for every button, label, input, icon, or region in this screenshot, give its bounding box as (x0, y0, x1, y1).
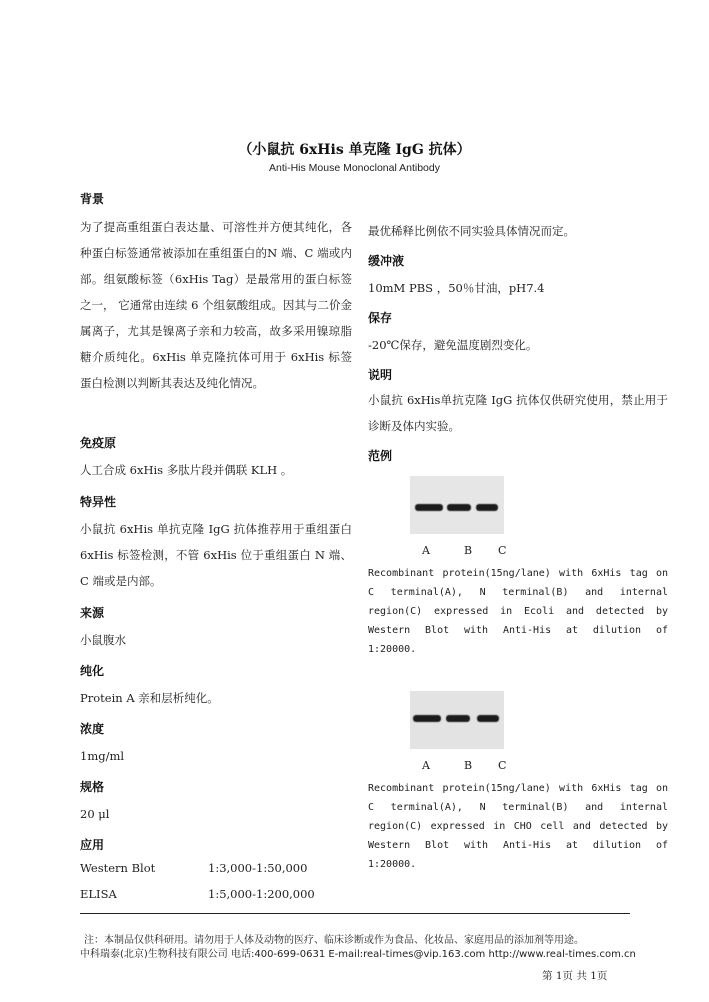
lane-labels-2 (368, 759, 508, 775)
footer-company-info: 中科瑞泰(北京)生物科技有限公司 电话:400-699-0631 E-mail:real-times@vip.163.com http://www.real-times.com.cn (80, 949, 636, 960)
blot-band (477, 715, 499, 722)
storage-text: -20℃保存，避免温度剧烈变化。 (368, 338, 538, 352)
lane-labels-1 (368, 544, 508, 560)
blot-band (415, 504, 443, 511)
specificity-heading: 特异性 (80, 495, 117, 509)
purification-text: Protein A 亲和层析纯化。 (80, 691, 219, 705)
source-heading: 来源 (80, 606, 105, 620)
example-heading: 范例 (368, 449, 393, 463)
lane-label: A (422, 759, 430, 772)
footer-divider (80, 913, 630, 914)
size-heading: 规格 (80, 780, 105, 794)
table-row (80, 887, 352, 913)
blot-band (476, 504, 498, 511)
concentration-text: 1mg/ml (80, 749, 125, 763)
lane-label: B (464, 544, 473, 557)
background-heading: 背景 (80, 192, 105, 206)
purification-heading: 纯化 (80, 664, 105, 678)
buffer-heading: 缓冲液 (368, 254, 405, 268)
western-blot-image-2 (410, 691, 504, 749)
document-subtitle: Anti-His Mouse Monoclonal Antibody (268, 162, 440, 174)
application-method: Western Blot (80, 861, 156, 875)
immunogen-heading: 免疫原 (80, 436, 117, 450)
lane-label: C (498, 544, 507, 557)
western-blot-image-1 (410, 476, 504, 534)
immunogen-text: 人工合成 6xHis 多肽片段并偶联 KLH 。 (80, 463, 293, 477)
notes-text: 小鼠抗 6xHis单抗克隆 IgG 抗体仅供研究使用，禁止用于诊断及体内实验。 (368, 393, 668, 433)
blot-band (446, 715, 470, 722)
document-title: （小鼠抗 6xHis 单克隆 IgG 抗体） (238, 142, 471, 158)
application-table (80, 861, 352, 913)
buffer-text: 10mM PBS ，50％甘油，pH7.4 (368, 281, 545, 295)
right-column (368, 218, 668, 874)
blot-band (413, 715, 441, 722)
left-column (80, 190, 352, 913)
source-text: 小鼠腹水 (80, 633, 126, 647)
dilution-note: 最优稀释比例依不同实验具体情况而定。 (368, 224, 575, 238)
blot-band (447, 504, 471, 511)
application-dilution: 1:3,000-1:50,000 (208, 861, 308, 875)
lane-label: B (464, 759, 473, 772)
background-text: 为了提高重组蛋白表达量、可溶性并方便其纯化，各种蛋白标签通常被添加在重组蛋白的N 端、C 端或内部。组氨酸标签（6xHis Tag）是最常用的蛋白标签之一， 它通常由连续 6 个组氨酸组成。因其与二价金属离子，尤其是镍离子亲和力较高，故多采用镍琼脂糖介质纯化。6xHis 单克隆抗体可用于 6xHis 标签蛋白检测以判断其表达及纯化情况。 (80, 220, 352, 390)
page-number: 第 1页 共 1页 (542, 970, 608, 982)
application-dilution: 1:5,000-1:200,000 (208, 887, 315, 901)
notes-heading: 说明 (368, 368, 393, 382)
lane-label: C (498, 759, 507, 772)
specificity-text: 小鼠抗 6xHis 单抗克隆 IgG 抗体推荐用于重组蛋白 6xHis 标签检测，不管 6xHis 位于重组蛋白 N 端、C 端或是内部。 (80, 522, 352, 588)
table-row (80, 861, 352, 887)
footer-disclaimer: 注：本制品仅供科研用。请勿用于人体及动物的医疗、临床诊断或作为食品、化妆品、家庭用品的添加剂等用途。 (84, 935, 584, 946)
storage-heading: 保存 (368, 311, 393, 325)
application-heading: 应用 (80, 838, 105, 852)
figure-caption-1: Recombinant protein(15ng/lane) with 6xHis tag on C terminal(A), N terminal(B) and internal region(C) expressed in Ecoli and detected by Western Blot with Anti-His at dilution of 1:20000. (368, 568, 668, 655)
application-method: ELISA (80, 887, 117, 901)
concentration-heading: 浓度 (80, 722, 105, 736)
lane-label: A (422, 544, 430, 557)
size-text: 20 μl (80, 807, 110, 821)
figure-caption-2: Recombinant protein(15ng/lane) with 6xHis tag on C terminal(A), N terminal(B) and internal region(C) expressed in CHO cell and detected by Western Blot with Anti-His at dilution of 1:20000. (368, 783, 668, 870)
